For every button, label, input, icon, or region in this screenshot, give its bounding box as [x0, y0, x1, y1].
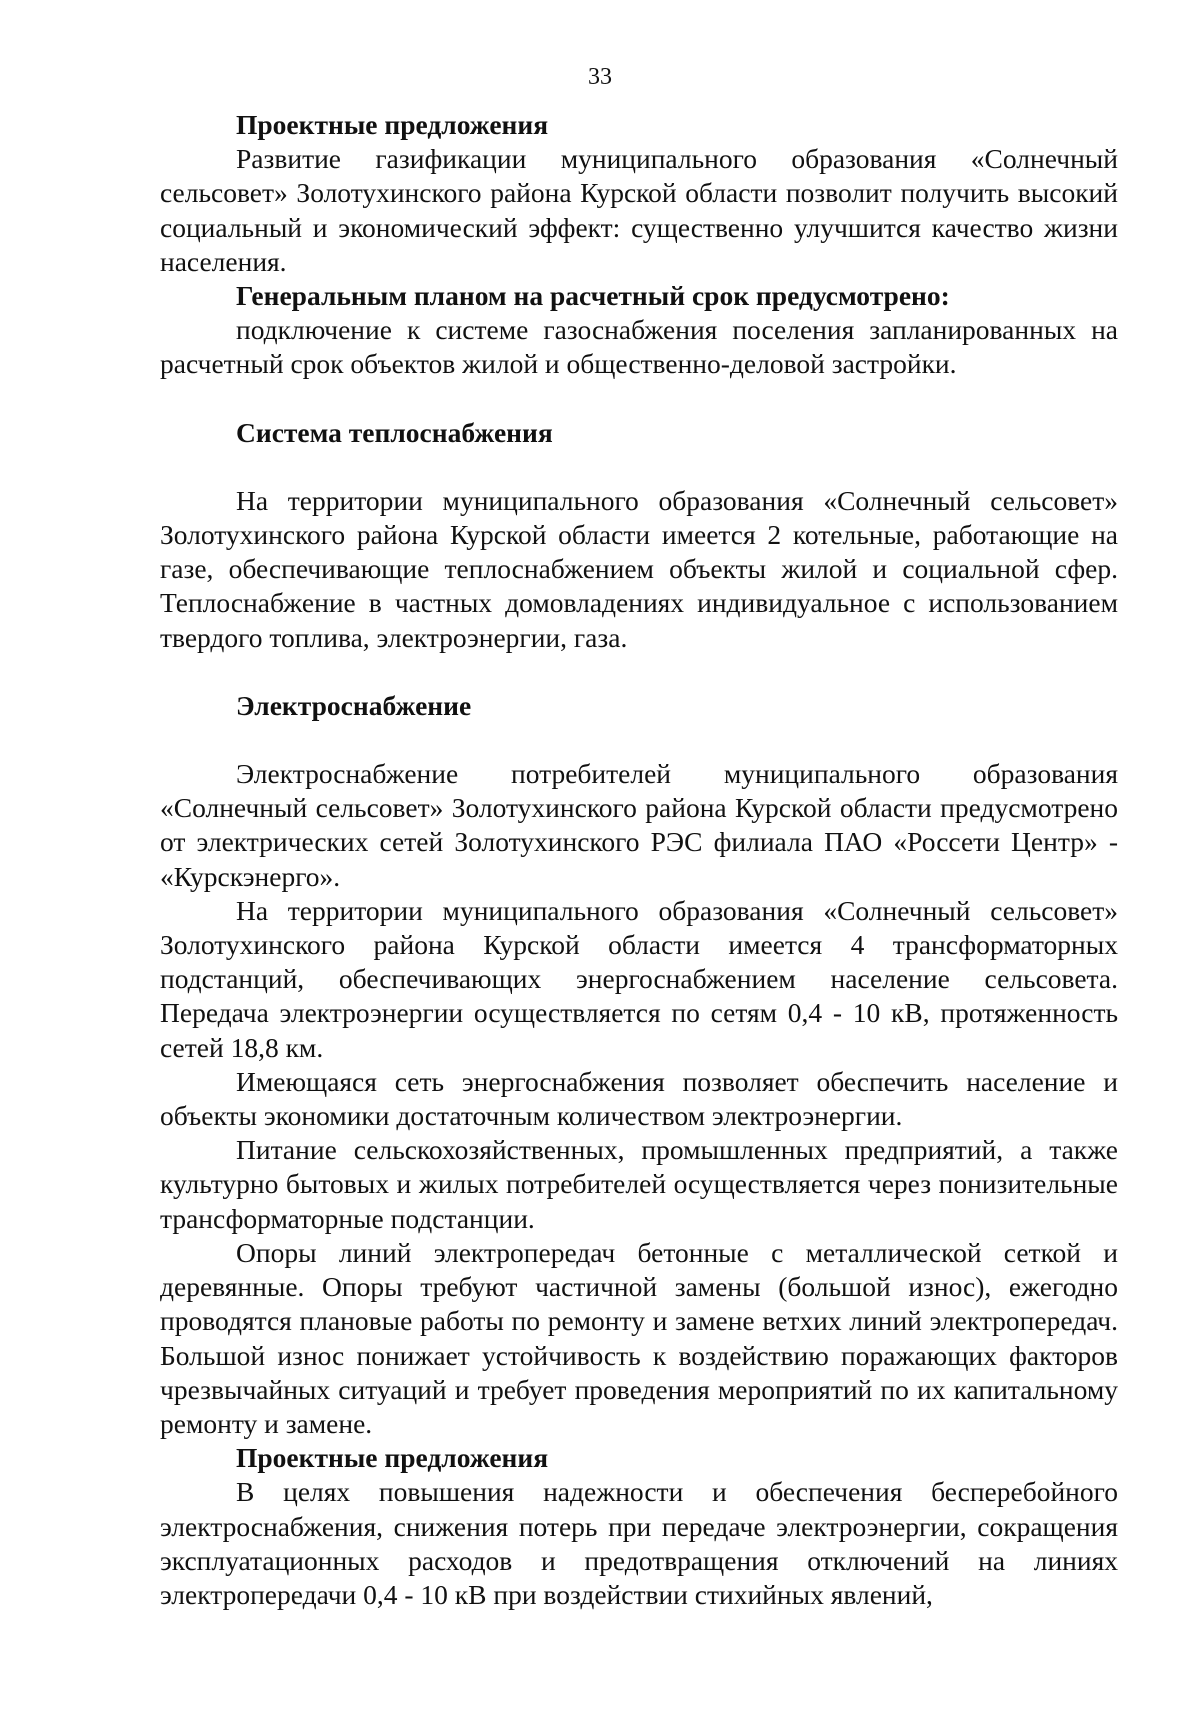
page-number: 33 — [588, 64, 612, 90]
paragraph-power-sufficiency: Имеющаяся сеть энергоснабжения позволяет обеспечить население и объекты экономики достаточным количеством электроэнергии. — [160, 1065, 1118, 1132]
paragraph-power-consumers: Питание сельскохозяйственных, промышленных предприятий, а также культурно бытовых и жилых потребителей осуществляется через понизительные трансформаторные подстанции. — [160, 1134, 1118, 1234]
paragraph-power-proposals: В целях повышения надежности и обеспечения бесперебойного электроснабжения, снижения потерь при передаче электроэнергии, сокращения эксплуатационных расходов и предотвращения отключений на линиях электропередачи 0,4 - 10 кВ при воздействии стихийных явлений, — [160, 1476, 1118, 1610]
document-body — [160, 108, 1118, 1612]
paragraph-power-supply-source: Электроснабжение потребителей муниципального образования «Солнечный сельсовет» Золотухинского района Курской области предусмотрено от электрических сетей Золотухинского РЭС филиала ПАО «Россети Центр» - «Курскэнерго». — [160, 758, 1118, 892]
paragraph-gas-development: Развитие газификации муниципального образования «Солнечный сельсовет» Золотухинского района Курской области позволит получить высокий социальный и экономический эффект: существенно улучшится качество жизни населения. — [160, 143, 1118, 277]
section-heading-heat: Система теплоснабжения — [236, 416, 553, 448]
paragraph-power-substations: На территории муниципального образования «Солнечный сельсовет» Золотухинского района Курской области имеется 4 трансформаторных подстанций, обеспечивающих энергоснабжением население сельсовета. Передача электроэнергии осуществляется по сетям 0,4 - 10 кВ, протяженность сетей 18,8 км. — [160, 894, 1118, 1063]
subheading-general-plan: Генеральным планом на расчетный срок предусмотрено: — [236, 280, 950, 312]
section-heading-power: Электроснабжение — [236, 689, 472, 721]
section-heading-power-proposals: Проектные предложения — [236, 1442, 549, 1474]
section-heading-gas-proposals: Проектные предложения — [236, 109, 549, 140]
paragraph-gas-connection: подключение к системе газоснабжения поселения запланированных на расчетный срок объектов жилой и общественно-деловой застройки. — [160, 314, 1118, 380]
paragraph-heat-supply: На территории муниципального образования «Солнечный сельсовет» Золотухинского района Курской области имеется 2 котельные, работающие на газе, обеспечивающие теплоснабжением объекты жилой и социальной сфер. Теплоснабжение в частных домовладениях индивидуальное с использованием твердого топлива, электроэнергии, газа. — [160, 484, 1118, 653]
paragraph-power-poles: Опоры линий электропередач бетонные с металлической сеткой и деревянные. Опоры требуют частичной замены (большой износ), ежегодно проводятся плановые работы по ремонту и замене ветхих линий электропередач. Большой износ понижает устойчивость к воздействию поражающих факторов чрезвычайных ситуаций и требует проведения мероприятий по их капитальному ремонту и замене. — [160, 1236, 1118, 1439]
